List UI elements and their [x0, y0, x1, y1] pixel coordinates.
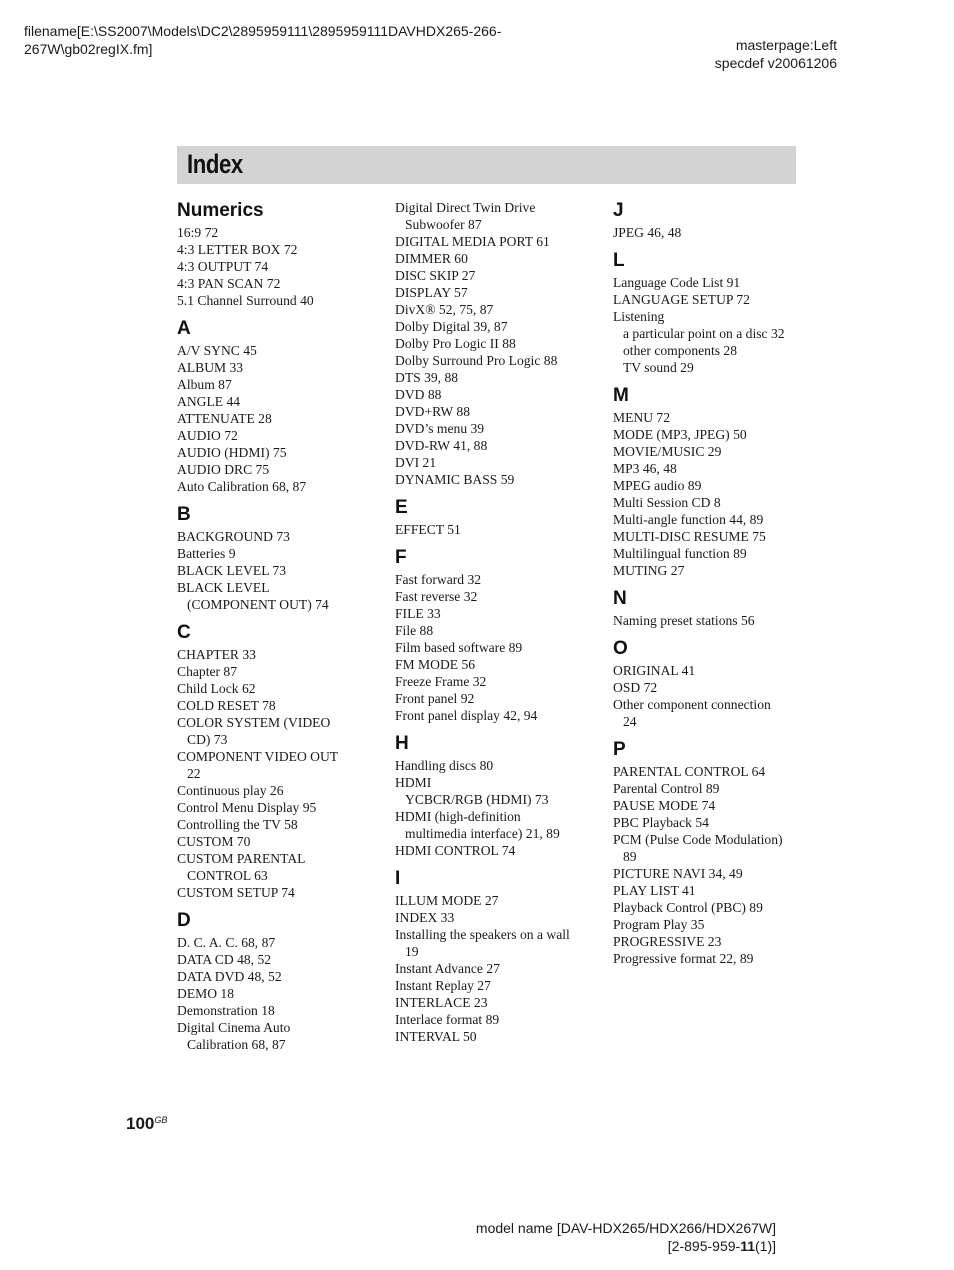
filename-line-1: filename[E:\SS2007\Models\DC2\2895959111\2895959111DAVHDX265-266- — [24, 23, 502, 39]
index-section — [177, 199, 377, 309]
index-entry: Listening — [613, 309, 665, 324]
index-entry: DYNAMIC BASS 59 — [395, 472, 515, 487]
index-entry: DISPLAY 57 — [395, 285, 468, 300]
index-entry: Progressive format 22, 89 — [613, 951, 754, 966]
index-entry: 4:3 OUTPUT 74 — [177, 259, 269, 274]
filename-line-2: 267W\gb02regIX.fm] — [24, 41, 153, 57]
index-entry: Multi-angle function 44, 89 — [613, 512, 764, 527]
index-entry: PAUSE MODE 74 — [613, 798, 716, 813]
masterpage-label: masterpage:Left — [735, 37, 837, 53]
index-entry: D. C. A. C. 68, 87 — [177, 935, 276, 950]
index-subentry: other components 28 — [623, 343, 738, 358]
index-entry: COLOR SYSTEM (VIDEO — [177, 715, 331, 730]
index-entry: Dolby Surround Pro Logic 88 — [395, 353, 558, 368]
index-entry: 4:3 PAN SCAN 72 — [177, 276, 281, 291]
index-entry: 16:9 72 — [177, 225, 219, 240]
index-entry: Continuous play 26 — [177, 783, 284, 798]
index-entry: ANGLE 44 — [177, 394, 241, 409]
code-prefix: [2-895-959- — [667, 1238, 741, 1254]
index-entry: Other component connection — [613, 697, 771, 712]
index-entry: CHAPTER 33 — [177, 647, 256, 662]
index-entry: DVD’s menu 39 — [395, 421, 485, 436]
index-subentry: a particular point on a disc 32 — [623, 326, 785, 341]
index-section — [613, 637, 813, 730]
index-section — [613, 384, 813, 579]
index-section — [395, 496, 595, 538]
index-entry: Chapter 87 — [177, 664, 238, 679]
index-section — [395, 199, 595, 488]
section-heading: A — [177, 318, 191, 339]
index-entry: HDMI — [395, 775, 432, 790]
index-entry: PBC Playback 54 — [613, 815, 709, 830]
index-subentry: Subwoofer 87 — [405, 217, 482, 232]
index-subentry: TV sound 29 — [623, 360, 694, 375]
index-entry: 5.1 Channel Surround 40 — [177, 293, 314, 308]
index-entry: Program Play 35 — [613, 917, 705, 932]
index-section — [613, 738, 813, 967]
index-entry: Language Code List 91 — [613, 275, 741, 290]
index-entry: PCM (Pulse Code Modulation) — [613, 832, 783, 847]
index-subentry: (COMPONENT OUT) 74 — [187, 597, 329, 612]
filename-header — [24, 22, 584, 58]
index-section — [177, 503, 377, 613]
document-code — [476, 1237, 776, 1255]
index-subentry: YCBCR/RGB (HDMI) 73 — [405, 792, 549, 807]
index-entry: AUDIO (HDMI) 75 — [177, 445, 287, 460]
section-heading: P — [613, 739, 626, 760]
section-heading: B — [177, 504, 191, 525]
index-entry: Instant Replay 27 — [395, 978, 491, 993]
index-entry: DVD-RW 41, 88 — [395, 438, 488, 453]
index-entry: MPEG audio 89 — [613, 478, 702, 493]
specdef-label: specdef v20061206 — [714, 55, 837, 71]
index-column-1 — [177, 199, 377, 1061]
index-subentry: 24 — [623, 714, 637, 729]
index-column-3 — [613, 199, 813, 975]
index-entry: Film based software 89 — [395, 640, 523, 655]
index-entry: EFFECT 51 — [395, 522, 461, 537]
index-column-2 — [395, 199, 595, 1053]
index-entry: DVI 21 — [395, 455, 437, 470]
index-entry: DVD 88 — [395, 387, 442, 402]
index-entry: OSD 72 — [613, 680, 658, 695]
masterpage-header — [715, 36, 837, 72]
index-entry: INTERVAL 50 — [395, 1029, 477, 1044]
index-title-bar — [177, 146, 796, 184]
index-entry: MUTING 27 — [613, 563, 685, 578]
section-heading: E — [395, 497, 408, 518]
index-entry: File 88 — [395, 623, 434, 638]
index-entry: DEMO 18 — [177, 986, 235, 1001]
section-heading: C — [177, 622, 191, 643]
index-entry: Multilingual function 89 — [613, 546, 747, 561]
index-entry: DIGITAL MEDIA PORT 61 — [395, 234, 550, 249]
index-section — [177, 317, 377, 495]
index-entry: CUSTOM SETUP 74 — [177, 885, 295, 900]
index-section — [613, 249, 813, 376]
index-subentry: Calibration 68, 87 — [187, 1037, 286, 1052]
index-entry: BLACK LEVEL — [177, 580, 270, 595]
index-entry: AUDIO DRC 75 — [177, 462, 270, 477]
index-entry: A/V SYNC 45 — [177, 343, 257, 358]
footer — [476, 1219, 776, 1255]
page-number — [126, 1114, 167, 1134]
section-heading: L — [613, 250, 625, 271]
index-entry: Instant Advance 27 — [395, 961, 500, 976]
index-entry: HDMI (high-definition — [395, 809, 521, 824]
index-section — [395, 732, 595, 859]
index-entry: MULTI-DISC RESUME 75 — [613, 529, 766, 544]
index-entry: Controlling the TV 58 — [177, 817, 298, 832]
section-heading: I — [395, 868, 401, 889]
index-section — [177, 909, 377, 1053]
index-entry: Batteries 9 — [177, 546, 236, 561]
index-entry: DivX® 52, 75, 87 — [395, 302, 494, 317]
index-entry: INDEX 33 — [395, 910, 455, 925]
index-entry: Digital Cinema Auto — [177, 1020, 291, 1035]
index-section — [395, 867, 595, 1045]
index-entry: Playback Control (PBC) 89 — [613, 900, 763, 915]
section-heading: F — [395, 547, 407, 568]
index-section — [177, 621, 377, 901]
index-entry: Album 87 — [177, 377, 232, 392]
index-entry: ALBUM 33 — [177, 360, 244, 375]
page-number-suffix: GB — [154, 1115, 168, 1125]
index-subentry: 89 — [623, 849, 637, 864]
index-entry: Auto Calibration 68, 87 — [177, 479, 307, 494]
index-entry: Freeze Frame 32 — [395, 674, 487, 689]
index-entry: 4:3 LETTER BOX 72 — [177, 242, 298, 257]
index-entry: COLD RESET 78 — [177, 698, 276, 713]
index-entry: DVD+RW 88 — [395, 404, 471, 419]
index-entry: AUDIO 72 — [177, 428, 238, 443]
index-subentry: 19 — [405, 944, 419, 959]
index-entry: MOVIE/MUSIC 29 — [613, 444, 722, 459]
index-entry: PLAY LIST 41 — [613, 883, 696, 898]
index-entry: Digital Direct Twin Drive — [395, 200, 536, 215]
index-entry: Installing the speakers on a wall — [395, 927, 570, 942]
index-entry: MENU 72 — [613, 410, 671, 425]
index-entry: INTERLACE 23 — [395, 995, 488, 1010]
index-entry: ILLUM MODE 27 — [395, 893, 499, 908]
index-entry: Fast forward 32 — [395, 572, 482, 587]
index-entry: ORIGINAL 41 — [613, 663, 696, 678]
index-entry: CUSTOM PARENTAL — [177, 851, 306, 866]
index-entry: ATTENUATE 28 — [177, 411, 272, 426]
index-entry: Dolby Pro Logic II 88 — [395, 336, 516, 351]
index-subentry: 22 — [187, 766, 201, 781]
index-entry: LANGUAGE SETUP 72 — [613, 292, 750, 307]
index-entry: FILE 33 — [395, 606, 441, 621]
index-entry: Child Lock 62 — [177, 681, 256, 696]
index-subentry: CONTROL 63 — [187, 868, 268, 883]
section-heading: M — [613, 385, 629, 406]
index-entry: CUSTOM 70 — [177, 834, 251, 849]
index-entry: Parental Control 89 — [613, 781, 720, 796]
index-entry: DIMMER 60 — [395, 251, 468, 266]
index-entry: MP3 46, 48 — [613, 461, 677, 476]
index-entry: Front panel display 42, 94 — [395, 708, 538, 723]
index-entry: HDMI CONTROL 74 — [395, 843, 516, 858]
index-entry: MODE (MP3, JPEG) 50 — [613, 427, 747, 442]
page-title: Index — [187, 149, 243, 179]
section-heading: O — [613, 638, 628, 659]
index-entry: COMPONENT VIDEO OUT — [177, 749, 339, 764]
index-entry: DATA CD 48, 52 — [177, 952, 272, 967]
index-entry: PARENTAL CONTROL 64 — [613, 764, 766, 779]
index-entry: PICTURE NAVI 34, 49 — [613, 866, 743, 881]
index-subentry: multimedia interface) 21, 89 — [405, 826, 560, 841]
index-entry: DTS 39, 88 — [395, 370, 459, 385]
section-heading: Numerics — [177, 200, 264, 221]
model-name: model name [DAV-HDX265/HDX266/HDX267W] — [475, 1220, 776, 1236]
section-heading: N — [613, 588, 627, 609]
index-section — [395, 546, 595, 724]
index-section — [613, 587, 813, 629]
index-entry: Control Menu Display 95 — [177, 800, 317, 815]
page-number-value: 100 — [126, 1114, 155, 1133]
index-entry: FM MODE 56 — [395, 657, 476, 672]
code-suffix: (1)] — [755, 1238, 776, 1254]
index-entry: Naming preset stations 56 — [613, 613, 755, 628]
section-heading: J — [613, 200, 624, 221]
index-section — [613, 199, 813, 241]
index-entry: Dolby Digital 39, 87 — [395, 319, 508, 334]
index-entry: Multi Session CD 8 — [613, 495, 721, 510]
code-bold: 11 — [740, 1238, 755, 1254]
index-entry: BACKGROUND 73 — [177, 529, 290, 544]
index-entry: Demonstration 18 — [177, 1003, 275, 1018]
index-entry: BLACK LEVEL 73 — [177, 563, 286, 578]
index-entry: PROGRESSIVE 23 — [613, 934, 722, 949]
index-entry: DISC SKIP 27 — [395, 268, 476, 283]
index-subentry: CD) 73 — [187, 732, 228, 747]
index-entry: Fast reverse 32 — [395, 589, 478, 604]
section-heading: D — [177, 910, 191, 931]
index-entry: DATA DVD 48, 52 — [177, 969, 282, 984]
index-entry: Front panel 92 — [395, 691, 475, 706]
section-heading: H — [395, 733, 409, 754]
index-entry: Interlace format 89 — [395, 1012, 500, 1027]
index-entry: Handling discs 80 — [395, 758, 494, 773]
index-entry: JPEG 46, 48 — [613, 225, 682, 240]
